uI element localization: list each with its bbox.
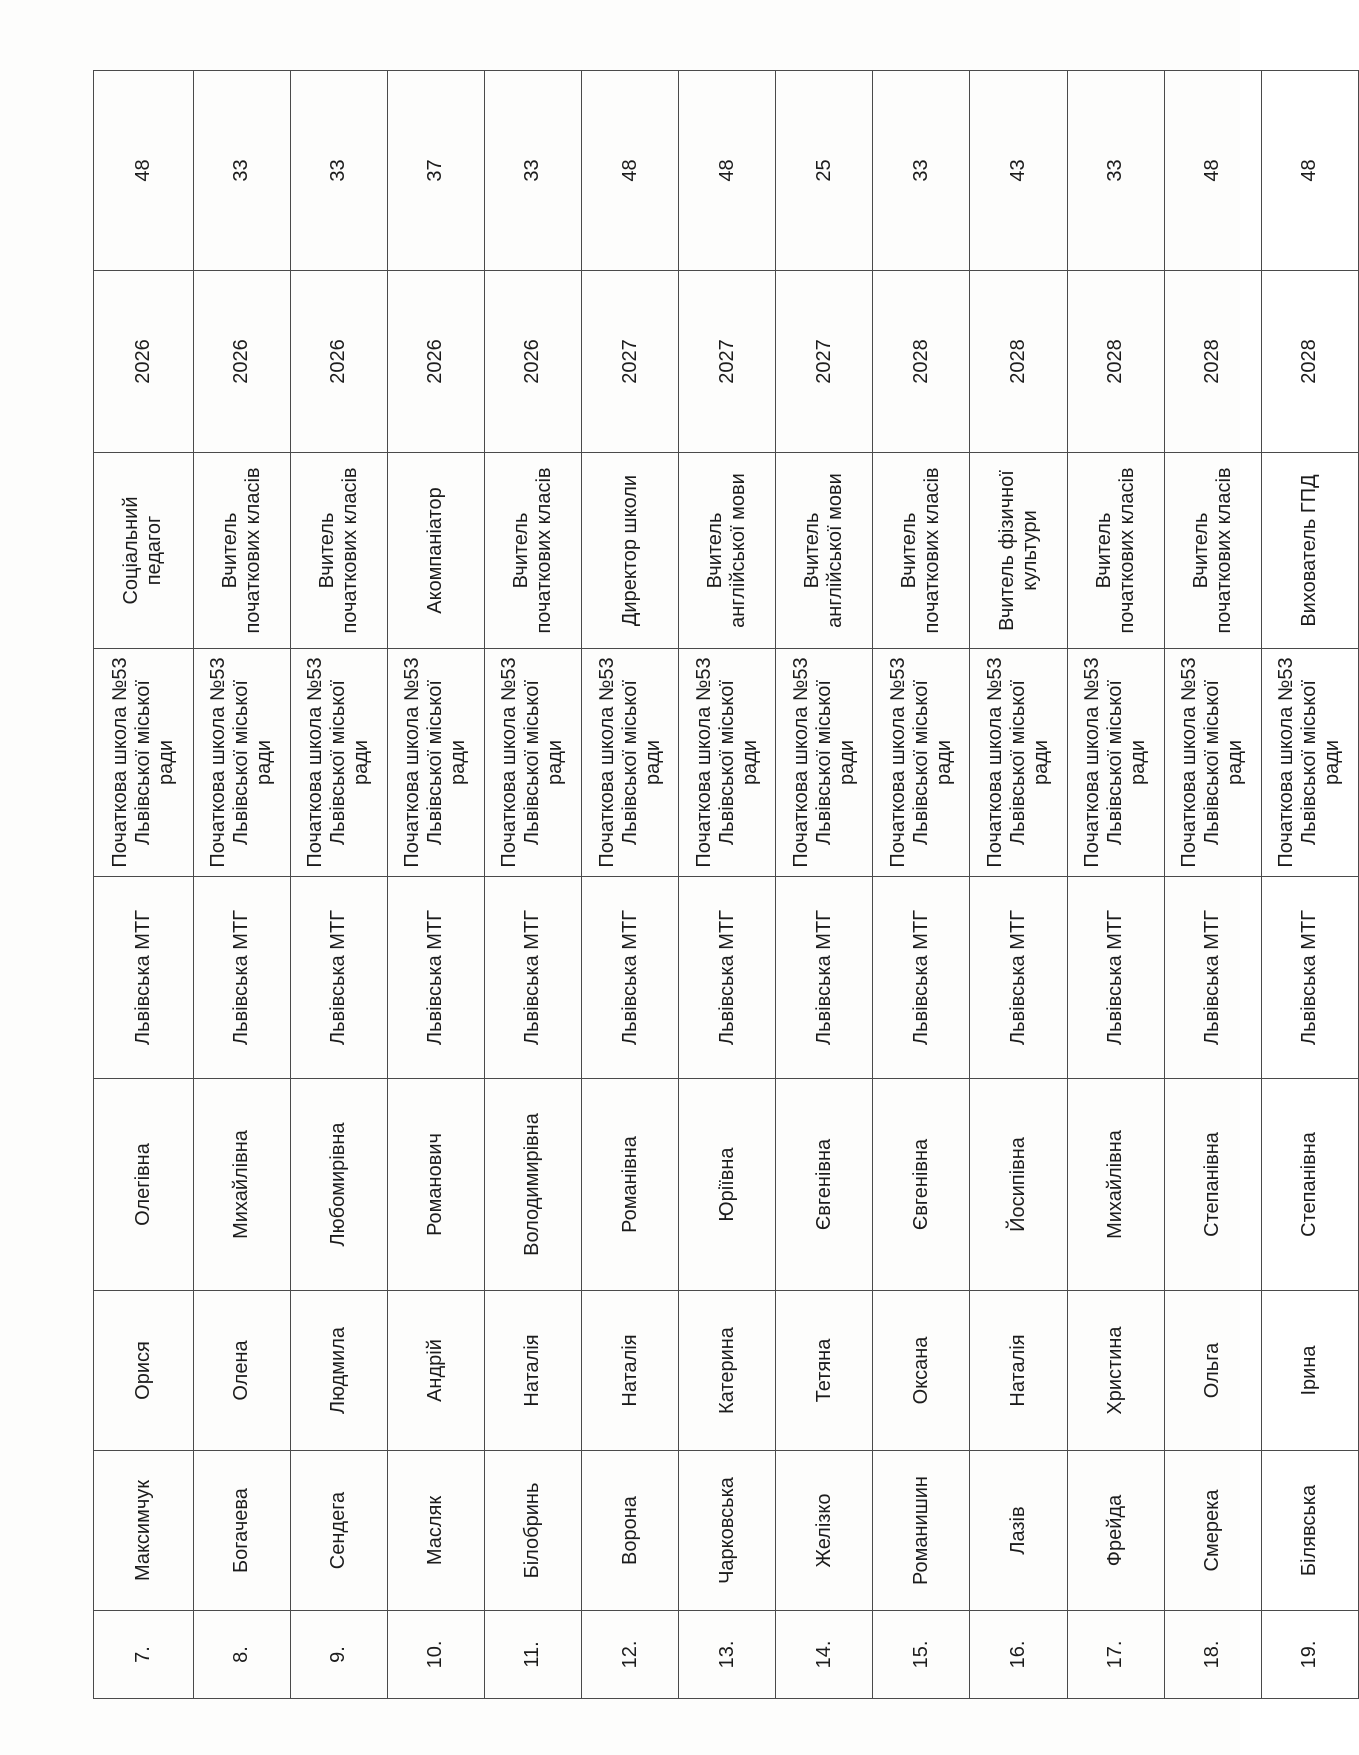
surname-cell: Романишин [873, 1451, 970, 1611]
school-cell: Початкова школа №53 Львівської міської ради [970, 649, 1067, 877]
school-cell: Початкова школа №53 Львівської міської ради [1261, 649, 1358, 877]
position-cell: Вчитель англійської мови [679, 453, 776, 649]
year-cell: 2028 [873, 271, 970, 453]
table-row [290, 71, 387, 1699]
patronymic-cell: Михайлівна [193, 1079, 290, 1291]
school-cell: Початкова школа №53 Львівської міської ради [193, 649, 290, 877]
age-cell: 33 [193, 71, 290, 271]
row-number-cell: 14. [776, 1611, 873, 1699]
age-cell: 33 [290, 71, 387, 271]
surname-cell: Фрейда [1067, 1451, 1164, 1611]
rotated-table-container [93, 71, 1359, 1699]
year-cell: 2028 [970, 271, 1067, 453]
row-number-cell: 19. [1261, 1611, 1358, 1699]
surname-cell: Максимчук [94, 1451, 194, 1611]
age-cell: 33 [873, 71, 970, 271]
age-cell: 48 [1164, 71, 1261, 271]
school-cell: Початкова школа №53 Львівської міської ради [290, 649, 387, 877]
row-number-cell: 18. [1164, 1611, 1261, 1699]
school-cell: Початкова школа №53 Львівської міської ради [679, 649, 776, 877]
position-cell: Вчитель початкових класів [193, 453, 290, 649]
row-number-cell: 7. [94, 1611, 194, 1699]
surname-cell: Білобринь [484, 1451, 581, 1611]
position-cell: Директор школи [582, 453, 679, 649]
age-cell: 33 [1067, 71, 1164, 271]
year-cell: 2026 [290, 271, 387, 453]
table-row [1164, 71, 1261, 1699]
age-cell: 48 [582, 71, 679, 271]
position-cell: Вчитель початкових класів [873, 453, 970, 649]
row-number-cell: 15. [873, 1611, 970, 1699]
patronymic-cell: Степанівна [1261, 1079, 1358, 1291]
patronymic-cell: Романович [387, 1079, 484, 1291]
year-cell: 2027 [679, 271, 776, 453]
year-cell: 2026 [387, 271, 484, 453]
surname-cell: Смерека [1164, 1451, 1261, 1611]
age-cell: 48 [94, 71, 194, 271]
patronymic-cell: Михайлівна [1067, 1079, 1164, 1291]
position-cell: Вихователь ГПД [1261, 453, 1358, 649]
position-cell: Соціальний педагог [94, 453, 194, 649]
first-name-cell: Наталія [970, 1291, 1067, 1451]
year-cell: 2026 [193, 271, 290, 453]
surname-cell: Лазів [970, 1451, 1067, 1611]
school-cell: Початкова школа №53 Львівської міської ради [776, 649, 873, 877]
school-cell: Початкова школа №53 Львівської міської ради [1067, 649, 1164, 877]
surname-cell: Чарковська [679, 1451, 776, 1611]
community-cell: Львівська МТГ [193, 877, 290, 1079]
first-name-cell: Андрій [387, 1291, 484, 1451]
patronymic-cell: Любомирівна [290, 1079, 387, 1291]
first-name-cell: Наталія [484, 1291, 581, 1451]
community-cell: Львівська МТГ [290, 877, 387, 1079]
surname-cell: Желізко [776, 1451, 873, 1611]
community-cell: Львівська МТГ [873, 877, 970, 1079]
patronymic-cell: Романівна [582, 1079, 679, 1291]
table-row [582, 71, 679, 1699]
row-number-cell: 8. [193, 1611, 290, 1699]
age-cell: 48 [1261, 71, 1358, 271]
table-row [679, 71, 776, 1699]
surname-cell: Масляк [387, 1451, 484, 1611]
first-name-cell: Христина [1067, 1291, 1164, 1451]
first-name-cell: Людмила [290, 1291, 387, 1451]
patronymic-cell: Олегівна [94, 1079, 194, 1291]
age-cell: 33 [484, 71, 581, 271]
first-name-cell: Олена [193, 1291, 290, 1451]
row-number-cell: 9. [290, 1611, 387, 1699]
row-number-cell: 16. [970, 1611, 1067, 1699]
row-number-cell: 11. [484, 1611, 581, 1699]
year-cell: 2027 [582, 271, 679, 453]
table-row [94, 71, 194, 1699]
community-cell: Львівська МТГ [582, 877, 679, 1079]
position-cell: Акомпаніатор [387, 453, 484, 649]
first-name-cell: Катерина [679, 1291, 776, 1451]
first-name-cell: Ольга [1164, 1291, 1261, 1451]
community-cell: Львівська МТГ [1261, 877, 1358, 1079]
community-cell: Львівська МТГ [679, 877, 776, 1079]
staff-table [93, 70, 1359, 1699]
row-number-cell: 10. [387, 1611, 484, 1699]
community-cell: Львівська МТГ [94, 877, 194, 1079]
table-row [484, 71, 581, 1699]
surname-cell: Сендега [290, 1451, 387, 1611]
community-cell: Львівська МТГ [970, 877, 1067, 1079]
age-cell: 48 [679, 71, 776, 271]
year-cell: 2026 [94, 271, 194, 453]
year-cell: 2028 [1261, 271, 1358, 453]
year-cell: 2026 [484, 271, 581, 453]
table-row [873, 71, 970, 1699]
school-cell: Початкова школа №53 Львівської міської ради [873, 649, 970, 877]
patronymic-cell: Євгенівна [776, 1079, 873, 1291]
school-cell: Початкова школа №53 Львівської міської ради [387, 649, 484, 877]
surname-cell: Богачева [193, 1451, 290, 1611]
row-number-cell: 13. [679, 1611, 776, 1699]
patronymic-cell: Йосипівна [970, 1079, 1067, 1291]
position-cell: Вчитель початкових класів [1067, 453, 1164, 649]
position-cell: Вчитель початкових класів [484, 453, 581, 649]
community-cell: Львівська МТГ [776, 877, 873, 1079]
first-name-cell: Орися [94, 1291, 194, 1451]
table-row [387, 71, 484, 1699]
year-cell: 2028 [1164, 271, 1261, 453]
community-cell: Львівська МТГ [1164, 877, 1261, 1079]
table-row [193, 71, 290, 1699]
year-cell: 2028 [1067, 271, 1164, 453]
row-number-cell: 12. [582, 1611, 679, 1699]
table-row [776, 71, 873, 1699]
table-row [1067, 71, 1164, 1699]
age-cell: 25 [776, 71, 873, 271]
patronymic-cell: Володимирівна [484, 1079, 581, 1291]
community-cell: Львівська МТГ [1067, 877, 1164, 1079]
position-cell: Вчитель фізичної культури [970, 453, 1067, 649]
position-cell: Вчитель англійської мови [776, 453, 873, 649]
first-name-cell: Наталія [582, 1291, 679, 1451]
age-cell: 43 [970, 71, 1067, 271]
first-name-cell: Ірина [1261, 1291, 1358, 1451]
first-name-cell: Оксана [873, 1291, 970, 1451]
table-row [970, 71, 1067, 1699]
surname-cell: Білявська [1261, 1451, 1358, 1611]
position-cell: Вчитель початкових класів [290, 453, 387, 649]
year-cell: 2027 [776, 271, 873, 453]
position-cell: Вчитель початкових класів [1164, 453, 1261, 649]
row-number-cell: 17. [1067, 1611, 1164, 1699]
community-cell: Львівська МТГ [387, 877, 484, 1079]
school-cell: Початкова школа №53 Львівської міської ради [582, 649, 679, 877]
table-row [1261, 71, 1358, 1699]
school-cell: Початкова школа №53 Львівської міської ради [94, 649, 194, 877]
patronymic-cell: Юріївна [679, 1079, 776, 1291]
age-cell: 37 [387, 71, 484, 271]
school-cell: Початкова школа №53 Львівської міської ради [484, 649, 581, 877]
school-cell: Початкова школа №53 Львівської міської ради [1164, 649, 1261, 877]
community-cell: Львівська МТГ [484, 877, 581, 1079]
table-body [94, 71, 1359, 1699]
first-name-cell: Тетяна [776, 1291, 873, 1451]
patronymic-cell: Степанівна [1164, 1079, 1261, 1291]
patronymic-cell: Євгенівна [873, 1079, 970, 1291]
surname-cell: Ворона [582, 1451, 679, 1611]
